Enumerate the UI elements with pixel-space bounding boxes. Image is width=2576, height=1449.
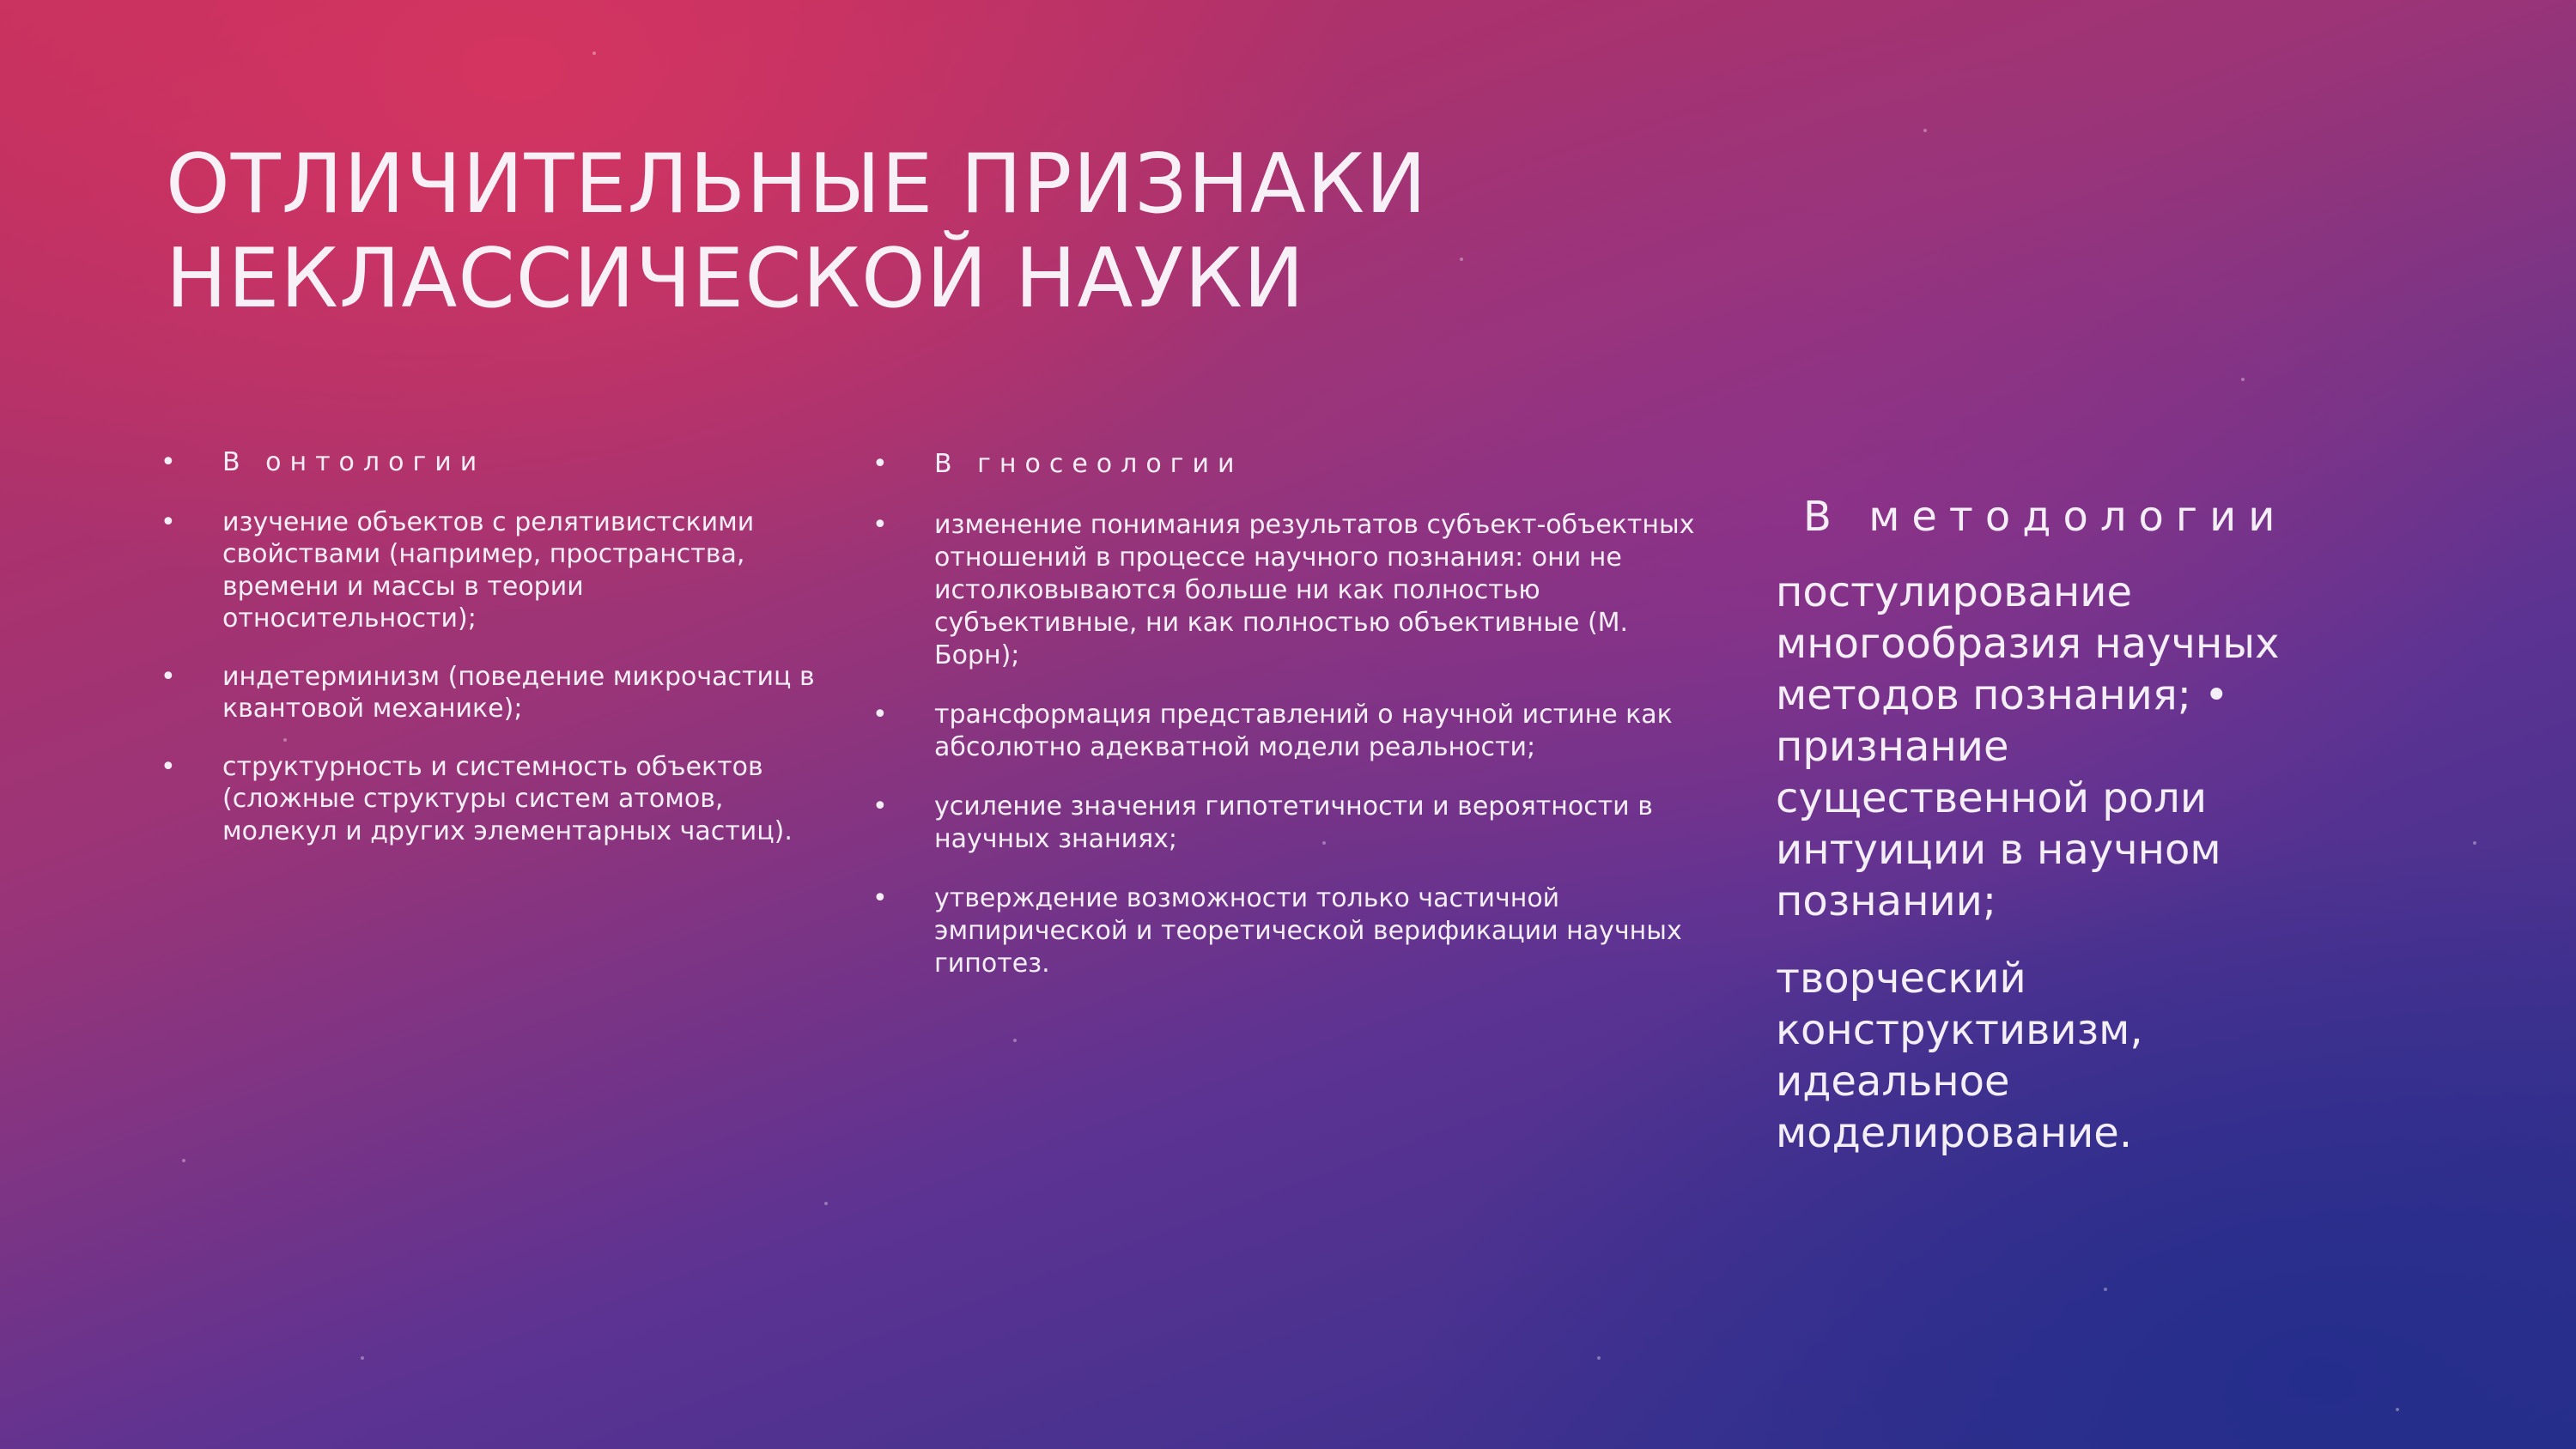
list-item-text: трансформация представлений о научной истине как абсолютно адекватной модели реальности; — [934, 700, 1673, 762]
gnoseology-heading-item — [872, 448, 1697, 481]
list-item-text: утверждение возможности только частичной эмпирической и теоретической верификации научных гипотез. — [934, 883, 1682, 979]
list-item — [872, 882, 1697, 980]
slide-title-line-1: ОТЛИЧИТЕЛЬНЫЕ ПРИЗНАКИ — [166, 137, 1428, 232]
list-item — [161, 751, 839, 848]
slide-title-line-2: НЕКЛАССИЧЕСКОЙ НАУКИ — [166, 232, 1305, 326]
ontology-column — [161, 446, 839, 873]
gnoseology-heading: В гносеологии — [934, 449, 1243, 479]
list-item — [872, 791, 1697, 856]
gnoseology-list — [872, 448, 1697, 980]
ontology-heading-item — [161, 446, 839, 479]
list-item-text: структурность и системность объектов (сложные структуры систем атомов, молекул и других элементарных частиц). — [222, 751, 793, 846]
list-item — [161, 506, 839, 635]
ontology-heading: В онтологии — [222, 447, 486, 477]
list-item-text: изменение понимания результатов субъект-объектных отношений в процессе научного познания: они не истолковываются больше ни как полностью субъективные, ни как полностью объективные (М. Борн); — [934, 510, 1695, 670]
list-item — [872, 699, 1697, 764]
bullet-marker: • — [872, 700, 888, 730]
list-item-text: усиление значения гипотетичности и вероятности в научных знаниях; — [934, 791, 1653, 854]
bullet-marker: • — [161, 506, 176, 537]
list-item-text: изучение объектов с релятивистскими свойствами (например, пространства, времени и массы в теории относительности); — [222, 506, 755, 634]
methodology-paragraph: постулирование многообразия научных методов познания; • признание существенной роли интуиции в научном познании; — [1776, 568, 2280, 925]
bullet-marker: • — [872, 449, 888, 479]
gnoseology-column — [872, 448, 1697, 1007]
bullet-marker: • — [161, 661, 176, 692]
slide-title — [166, 137, 1711, 326]
methodology-column — [1776, 493, 2325, 1185]
methodology-paragraph: творческий конструктивизм, идеальное моделирование. — [1776, 955, 2143, 1157]
ontology-list — [161, 446, 839, 847]
list-item — [872, 509, 1697, 672]
bullet-marker: • — [872, 883, 888, 913]
methodology-heading: В методологии — [1803, 493, 2287, 541]
bullet-marker: • — [161, 751, 176, 782]
bullet-marker: • — [872, 510, 888, 540]
list-item — [161, 661, 839, 725]
bullet-marker: • — [161, 447, 176, 477]
list-item-text: индетерминизм (поведение микрочастиц в квантовой механике); — [222, 661, 815, 724]
bullet-marker: • — [872, 791, 888, 822]
